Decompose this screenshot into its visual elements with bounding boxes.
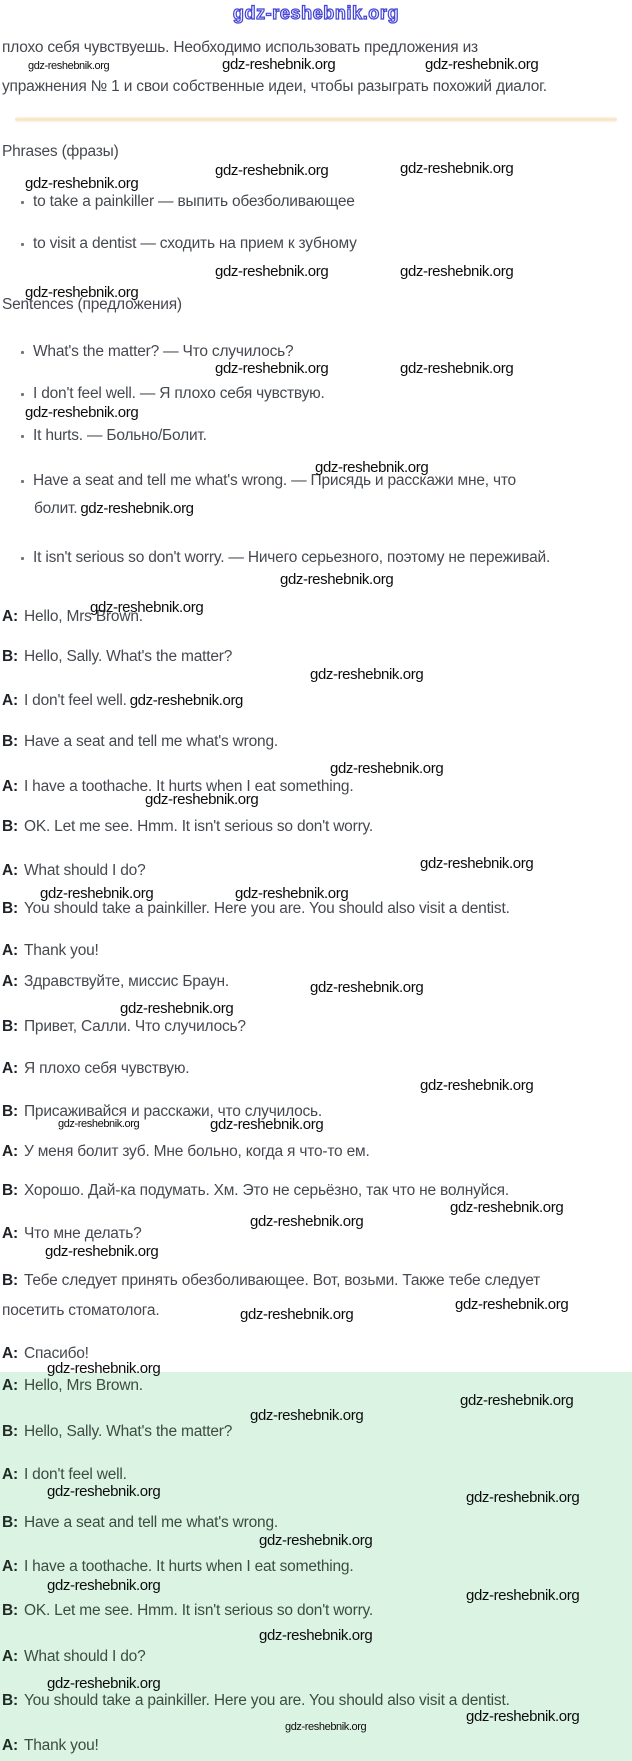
speaker-label: B: (2, 1018, 18, 1035)
watermark-text: gdz-reshebnik.org (466, 1489, 580, 1506)
dialogue-line-ru (2, 973, 229, 991)
watermark-text: gdz-reshebnik.org (330, 760, 444, 777)
sentences-title: Sentences (предложения) (2, 296, 182, 313)
dialogue-text: посетить стоматолога. (2, 1302, 160, 1319)
dialogue-text: Тебе следует принять обезболивающее. Вот, возьми. Также тебе следует (23, 1272, 541, 1289)
phrase-item (21, 235, 357, 253)
dialogue-line-en (2, 900, 510, 918)
watermark-text: gdz-reshebnik.org (455, 1296, 569, 1313)
watermark-text: gdz-reshebnik.org (25, 175, 139, 192)
bullet-dot (21, 435, 24, 438)
bullet-dot (21, 201, 24, 204)
speaker-label: A: (2, 608, 18, 625)
dialogue-text: What should I do? (23, 862, 146, 879)
speaker-label: B: (2, 1423, 18, 1440)
speaker-label: A: (2, 1345, 18, 1362)
watermark-text: gdz-reshebnik.org (215, 162, 329, 179)
watermark-text: gdz-reshebnik.org (400, 360, 514, 377)
watermark-text: gdz-reshebnik.org (240, 1306, 354, 1323)
watermark-text: gdz-reshebnik.org (80, 500, 194, 517)
watermark-text: gdz-reshebnik.org (215, 263, 329, 280)
sentence-text: It hurts. — Больно/Болит. (33, 427, 207, 444)
speaker-label: B: (2, 648, 18, 665)
dialogue-text: Присаживайся и расскажи, что случилось. (23, 1103, 323, 1120)
sentence-item (21, 549, 550, 567)
speaker-label: A: (2, 1737, 18, 1754)
dialogue-text: OK. Let me see. Hmm. It isn't serious so don't worry. (23, 1602, 374, 1619)
dialogue-text: Have a seat and tell me what's wrong. (23, 1514, 278, 1531)
speaker-label: A: (2, 692, 18, 709)
watermark-text: gdz-reshebnik.org (259, 1532, 373, 1549)
answer-line (2, 1737, 99, 1755)
dialogue-text: You should take a painkiller. Here you are. You should also visit a dentist. (23, 900, 510, 917)
speaker-label: B: (2, 900, 18, 917)
dialogue-line-en (2, 942, 99, 960)
watermark-text: gdz-reshebnik.org (40, 885, 154, 902)
dialogue-line-ru (2, 1143, 370, 1161)
section-divider (15, 117, 617, 122)
bullet-dot (21, 557, 24, 560)
speaker-label: B: (2, 1602, 18, 1619)
speaker-label: A: (2, 778, 18, 795)
watermark-text: gdz-reshebnik.org (400, 263, 514, 280)
speaker-label: B: (2, 1272, 18, 1289)
speaker-label: A: (2, 862, 18, 879)
watermark-text: gdz-reshebnik.org (425, 56, 539, 73)
speaker-label: B: (2, 1103, 18, 1120)
dialogue-text: Have a seat and tell me what's wrong. (23, 733, 278, 750)
answer-line (2, 1648, 146, 1666)
watermark-text: gdz-reshebnik.org (310, 666, 424, 683)
speaker-label: A: (2, 1648, 18, 1665)
watermark-text: gdz-reshebnik.org (466, 1587, 580, 1604)
speaker-label: B: (2, 733, 18, 750)
bullet-dot (21, 393, 24, 396)
dialogue-line-ru (2, 1060, 189, 1078)
answer-line (2, 1692, 510, 1710)
dialogue-text: I have a toothache. It hurts when I eat something. (23, 778, 354, 795)
watermark-text: gdz-reshebnik.org (450, 1199, 564, 1216)
speaker-label: A: (2, 1377, 18, 1394)
dialogue-line-en (2, 862, 146, 880)
speaker-label: B: (2, 1514, 18, 1531)
bullet-dot (21, 351, 24, 354)
dialogue-line-en (2, 648, 232, 666)
dialogue-line-en (2, 692, 243, 710)
phrase-text: to take a painkiller — выпить обезболивающее (33, 193, 355, 210)
watermark-text: gdz-reshebnik.org (210, 1116, 324, 1133)
watermark-text: gdz-reshebnik.org (259, 1627, 373, 1644)
watermark-text: gdz-reshebnik.org (250, 1213, 364, 1230)
watermark-text: gdz-reshebnik.org (280, 571, 394, 588)
phrase-item (21, 193, 355, 211)
sentence-text: болит. (34, 500, 78, 517)
bullet-dot (21, 480, 24, 483)
dialogue-text: Что мне делать? (23, 1225, 142, 1242)
answer-line (2, 1377, 143, 1395)
dialogue-line-ru-continuation (2, 1302, 159, 1320)
answer-line (2, 1514, 278, 1532)
speaker-label: A: (2, 1466, 18, 1483)
watermark-text: gdz-reshebnik.org (285, 1721, 367, 1733)
watermark-text: gdz-reshebnik.org (47, 1483, 161, 1500)
dialogue-line-ru (2, 1018, 246, 1036)
watermark-text: gdz-reshebnik.org (47, 1577, 161, 1594)
watermark-text: gdz-reshebnik.org (420, 1077, 534, 1094)
sentence-text: What's the matter? — Что случилось? (33, 343, 294, 360)
dialogue-text: You should take a painkiller. Here you are. You should also visit a dentist. (23, 1692, 510, 1709)
phrase-text: to visit a dentist — сходить на прием к зубному (33, 235, 357, 252)
dialogue-text: OK. Let me see. Hmm. It isn't serious so don't worry. (23, 818, 374, 835)
watermark-text: gdz-reshebnik.org (466, 1708, 580, 1725)
watermark-text: gdz-reshebnik.org (45, 1243, 159, 1260)
watermark-text: gdz-reshebnik.org (250, 1407, 364, 1424)
sentence-text: I don't feel well. — Я плохо себя чувствую. (33, 385, 325, 402)
watermark-text: gdz-reshebnik.org (460, 1392, 574, 1409)
watermark-text: gdz-reshebnik.org (400, 160, 514, 177)
dialogue-text: Я плохо себя чувствую. (23, 1060, 190, 1077)
watermark-text: gdz-reshebnik.org (310, 979, 424, 996)
dialogue-text: I don't feel well. (23, 692, 127, 709)
watermark-text: gdz-reshebnik.org (90, 599, 204, 616)
speaker-label: A: (2, 973, 18, 990)
watermark-text: gdz-reshebnik.org (25, 404, 139, 421)
dialogue-text: I don't feel well. (23, 1466, 127, 1483)
dialogue-text: Hello, Sally. What's the matter? (23, 1423, 233, 1440)
sentence-item (21, 385, 325, 403)
watermark-text: gdz-reshebnik.org (315, 459, 429, 476)
watermark-text: gdz-reshebnik.org (47, 1675, 161, 1692)
dialogue-line-ru (2, 1225, 142, 1243)
dialogue-text: Hello, Mrs Brown. (23, 1377, 143, 1394)
watermark-text: gdz-reshebnik.org (58, 1118, 140, 1130)
intro-line-2: упражнения № 1 и свои собственные идеи, чтобы разыграть похожий диалог. (2, 78, 547, 95)
watermark-text: gdz-reshebnik.org (215, 360, 329, 377)
dialogue-text: Здравствуйте, миссис Браун. (23, 973, 229, 990)
watermark-text: gdz-reshebnik.org (129, 692, 244, 709)
watermark-text: gdz-reshebnik.org (120, 1000, 234, 1017)
sentence-item (21, 472, 516, 490)
watermark-text: gdz-reshebnik.org (235, 885, 349, 902)
speaker-label: A: (2, 942, 18, 959)
speaker-label: B: (2, 1182, 18, 1199)
speaker-label: B: (2, 818, 18, 835)
dialogue-text: Хорошо. Дай-ка подумать. Хм. Это не серьёзно, так что не волнуйся. (23, 1182, 509, 1199)
answer-line (2, 1466, 127, 1484)
bullet-dot (21, 243, 24, 246)
dialogue-text: What should I do? (23, 1648, 146, 1665)
speaker-label: A: (2, 1558, 18, 1575)
sentence-item (21, 427, 207, 445)
answer-line (2, 1558, 353, 1576)
dialogue-line-en (2, 818, 373, 836)
dialogue-text: Thank you! (23, 942, 99, 959)
watermark-text: gdz-reshebnik.org (145, 791, 259, 808)
dialogue-text: Hello, Sally. What's the matter? (23, 648, 233, 665)
phrases-title: Phrases (фразы) (2, 143, 119, 160)
watermark-text: gdz-reshebnik.org (222, 56, 336, 73)
speaker-label: B: (2, 1692, 18, 1709)
answer-line (2, 1423, 232, 1441)
dialogue-text: Спасибо! (23, 1345, 89, 1362)
speaker-label: A: (2, 1143, 18, 1160)
dialogue-line-ru (2, 1182, 509, 1200)
watermark-text: gdz-reshebnik.org (28, 60, 110, 72)
intro-line-1: плохо себя чувствуешь. Необходимо использовать предложения из (2, 39, 478, 56)
watermark-text: gdz-reshebnik.org (420, 855, 534, 872)
speaker-label: A: (2, 1225, 18, 1242)
watermark-text: gdz-reshebnik.org (25, 284, 139, 301)
dialogue-text: Hello, Mrs Brown. (23, 608, 143, 625)
sentence-text: It isn't serious so don't worry. — Ничего серьезного, поэтому не переживай. (33, 549, 551, 566)
sentence-item-continuation (34, 500, 194, 518)
watermark-text: gdz-reshebnik.org (47, 1360, 161, 1377)
dialogue-text: Привет, Салли. Что случилось? (23, 1018, 246, 1035)
speaker-label: A: (2, 1060, 18, 1077)
dialogue-text: У меня болит зуб. Мне больно, когда я что-то ем. (23, 1143, 370, 1160)
dialogue-text: Thank you! (23, 1737, 99, 1754)
sentence-text: Have a seat and tell me what's wrong. — Присядь и расскажи мне, что (33, 472, 516, 489)
dialogue-text: I have a toothache. It hurts when I eat something. (23, 1558, 354, 1575)
dialogue-line-ru (2, 1272, 540, 1290)
sentence-item (21, 343, 293, 361)
dialogue-line-en (2, 733, 278, 751)
answer-line (2, 1602, 373, 1620)
site-logo-watermark: gdz-reshebnik.org (232, 3, 400, 23)
